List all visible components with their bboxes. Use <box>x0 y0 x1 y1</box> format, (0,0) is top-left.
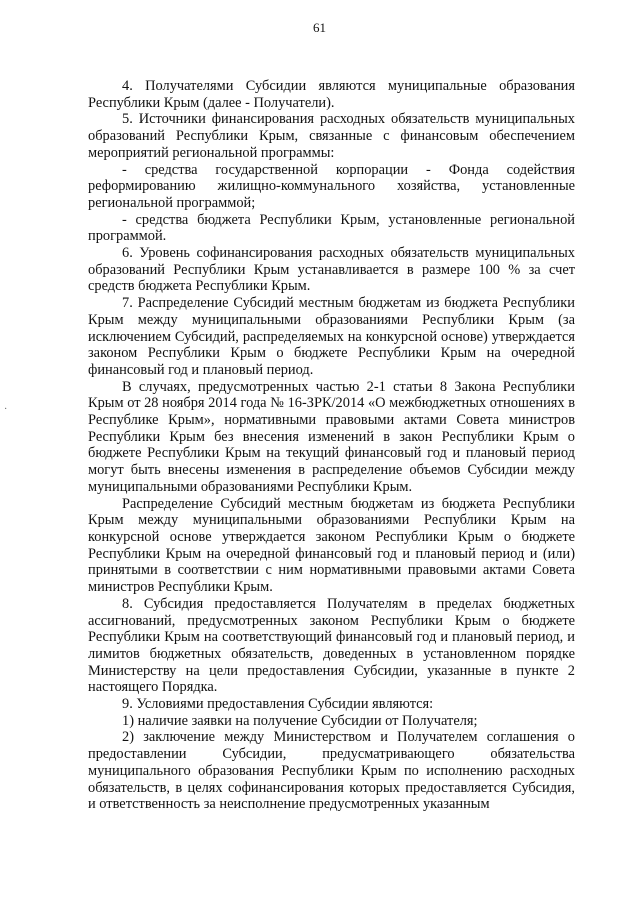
paragraph-cases: В случаях, предусмотренных частью 2-1 статьи 8 Закона Республики Крым от 28 ноября 2014 года № 16-ЗРК/2014 «О межбюджетных отношениях в Республике Крым», нормативными правовыми актами Совета министров Республики Крым без внесения изменений в закон Республики Крым о бюджете Республики Крым на текущий финансовый год и плановый период могут быть внесены изменения в распределение объемов Субсидии между муниципальными образованиями Республики Крым. <box>88 378 575 495</box>
condition-1-application: 1) наличие заявки на получение Субсидии от Получателя; <box>122 712 478 729</box>
document-body <box>88 78 575 813</box>
paragraph-competitive-distribution: Распределение Субсидий местным бюджетам из бюджета Республики Крым между муниципальными образованиями Республики Крым на конкурсной основе утверждается законом Республики Крым о бюджете Республики Крым на очередной финансовый год и плановый период и (или) принятыми в соответствии с ним нормативными правовыми актами Совета министров Республики Крым. <box>88 495 575 596</box>
list-item-budget-resources: - средства бюджета Республики Крым, установленные региональной программой. <box>88 211 575 245</box>
paragraph-7-distribution: 7. Распределение Субсидий местным бюджетам из бюджета Республики Крым между муниципальными образованиями Республики Крым (за исключением Субсидий, распределяемых на конкурсной основе) утверждается законом Республики Крым о бюджете Республики Крым на очередной финансовый год и плановый период. <box>88 295 575 378</box>
paragraph-8-provision: 8. Субсидия предоставляется Получателям в пределах бюджетных ассигнований, предусмотренных законом Республики Крым о бюджете Республики Крым на соответствующий финансовый год и плановый период, и лимитов бюджетных обязательств, доведенных в установленном порядке Министерству на цели предоставления Субсидии, указанные в пункте 2 настоящего Порядка. <box>88 595 575 696</box>
margin-dot: · <box>4 404 8 415</box>
page-number: 61 <box>313 20 326 35</box>
paragraph-6-cofinancing-level: 6. Уровень софинансирования расходных обязательств муниципальных образований Республики Крым устанавливается в размере 100 % за счет средств бюджета Республики Крым. <box>88 245 575 295</box>
paragraph-9-conditions: 9. Условиями предоставления Субсидии являются: <box>122 696 434 713</box>
paragraph-5-funding-sources: 5. Источники финансирования расходных обязательств муниципальных образований Республики Крым, связанные с финансовым обеспечением мероприятий региональной программы: <box>88 111 575 161</box>
list-item-fund-resources: - средства государственной корпорации - Фонда содействия реформированию жилищно-коммунального хозяйства, установленные региональной программой; <box>88 161 575 211</box>
condition-2-agreement: 2) заключение между Министерством и Получателем соглашения о предоставлении Субсидии, предусматривающего обязательства муниципального образования Республики Крым по исполнению расходных обязательств, в целях софинансирования которых предоставляется Субсидия, и ответственность за неисполнение предусмотренных указанным <box>88 729 575 813</box>
paragraph-4-recipients: 4. Получателями Субсидии являются муниципальные образования Республики Крым (далее - Получатели). <box>88 78 575 111</box>
